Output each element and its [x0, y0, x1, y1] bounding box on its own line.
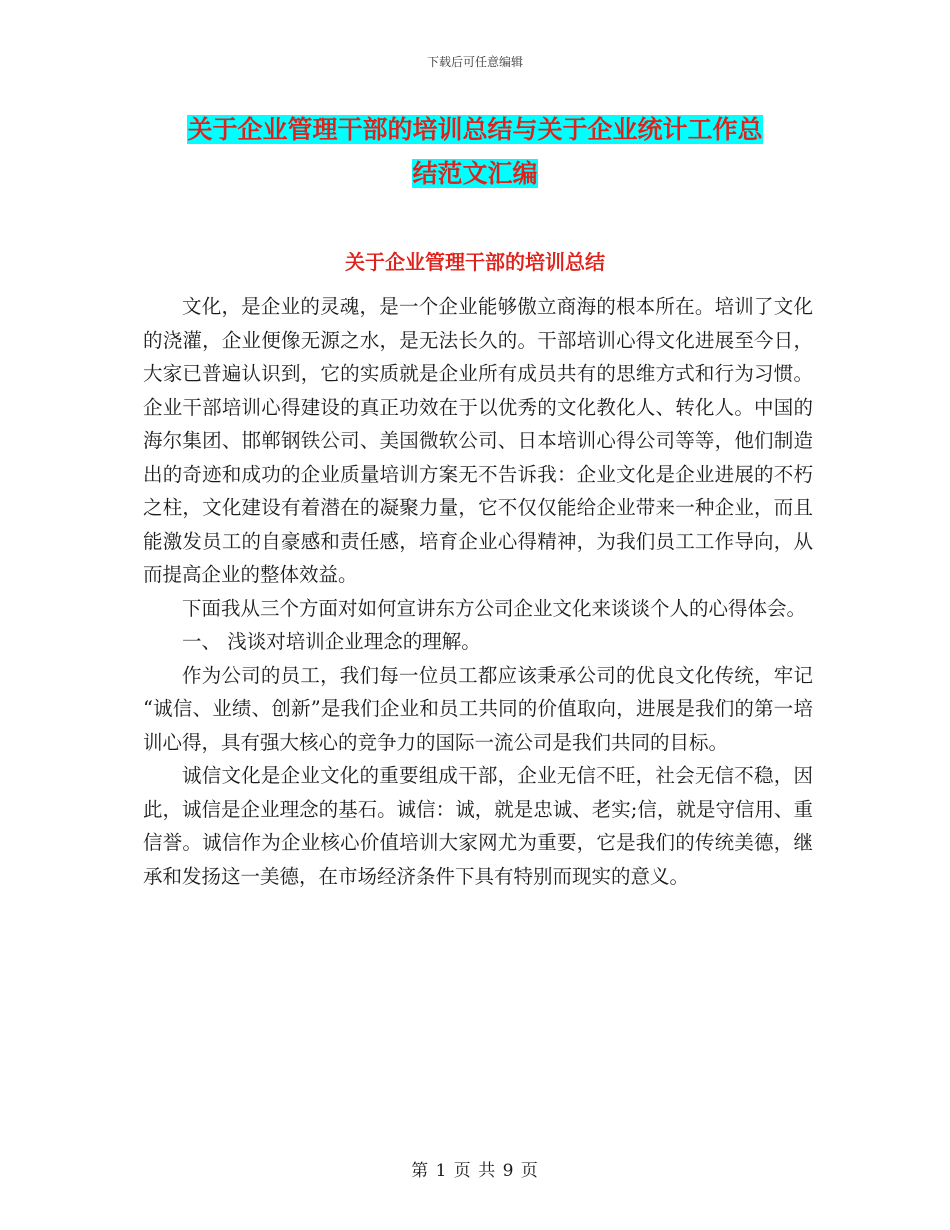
- page-header-note: 下载后可任意编辑: [426, 55, 523, 69]
- document-title: [60, 108, 890, 196]
- document-body: [143, 290, 813, 893]
- page-number: 第 1 页 共 9 页: [411, 1161, 539, 1181]
- title-line-2: 结范文汇编: [412, 159, 538, 188]
- title-line-1: 关于企业管理干部的培训总结与关于企业统计工作总: [187, 115, 763, 144]
- paragraph: 一、 浅谈对培训企业理念的理解。: [182, 630, 481, 653]
- paragraph: 文化，是企业的灵魂，是一个企业能够傲立商海的根本所在。培训了文化的浇灌，企业便像无源之水，是无法长久的。干部培训心得文化进展至今日，大家已普遍认识到，它的实质就是企业所有成员共有的思维方式和行为习惯。企业干部培训心得建设的真正功效在于以优秀的文化教化人、转化人。中国的海尔集团、邯郸钢铁公司、美国微软公司、日本培训心得公司等等，他们制造出的奇迹和成功的企业质量培训方案无不告诉我：企业文化是企业进展的不朽之柱，文化建设有着潜在的凝聚力量，它不仅仅能给企业带来一种企业，而且能激发员工的自豪感和责任感，培育企业心得精神，为我们员工工作导向，从而提高企业的整体效益。: [143, 295, 813, 586]
- paragraph: 诚信文化是企业文化的重要组成干部，企业无信不旺，社会无信不稳，因此，诚信是企业理念的基石。诚信：诚，就是忠诚、老实;信，就是守信用、重信誉。诚信作为企业核心价值培训大家网尤为重要，它是我们的传统美德，继承和发扬这一美德，在市场经济条件下具有特别而现实的意义。: [143, 764, 813, 888]
- paragraph: 下面我从三个方面对如何宣讲东方公司企业文化来谈谈个人的心得体会。: [182, 596, 807, 620]
- section-title: 关于企业管理干部的培训总结: [345, 250, 605, 274]
- paragraph: 作为公司的员工，我们每一位员工都应该秉承公司的优良文化传统，牢记 “诚信、业绩、创新”是我们企业和员工共同的价值取向，进展是我们的第一培训心得，具有强大核心的竞争力的国际一流公司是我们共同的目标。: [143, 663, 813, 754]
